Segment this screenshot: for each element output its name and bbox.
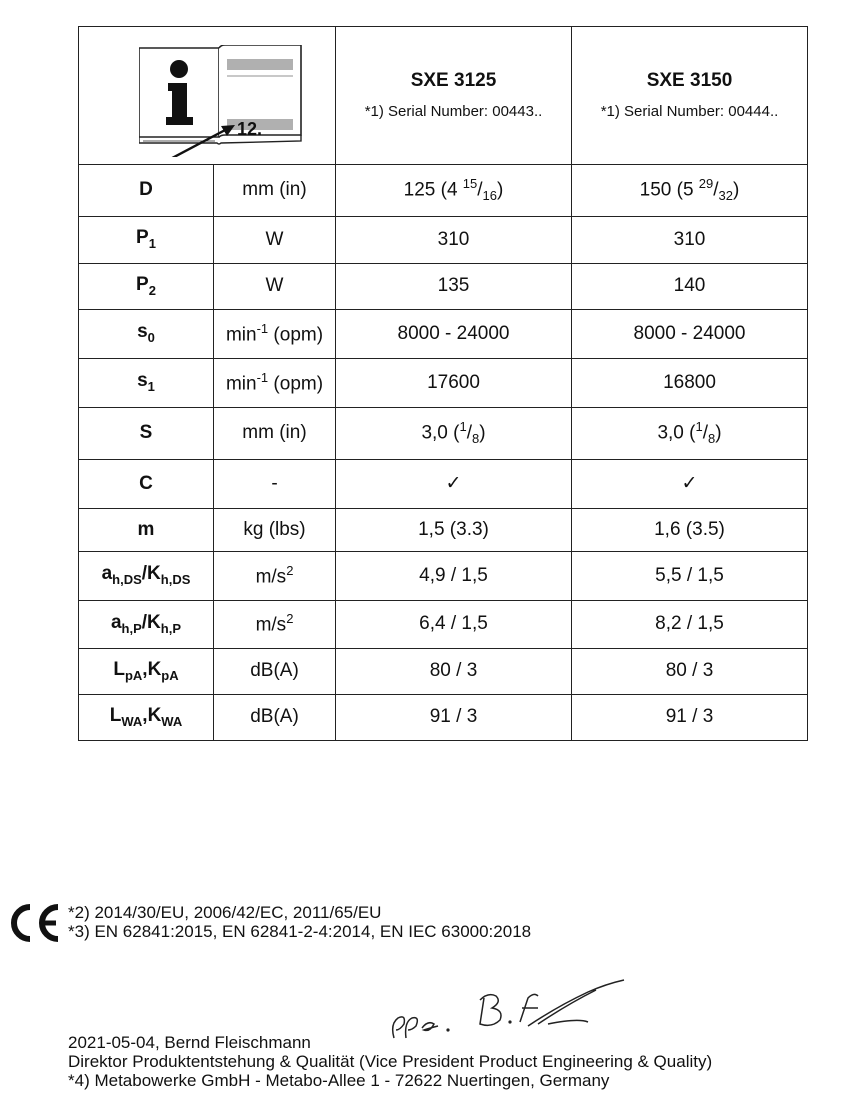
symbol-cell: $a_{h,P}/K_{h,P}$ bbox=[79, 601, 214, 649]
standards-line: *3) EN 62841:2015, EN 62841-2-4:2014, EN IEC 63000:2018 bbox=[68, 922, 532, 941]
unit-cell: mm (in) bbox=[214, 165, 336, 217]
signatory-block bbox=[68, 1033, 712, 1090]
unit-cell: - bbox=[214, 460, 336, 509]
signatory-title: Direktor Produktentstehung & Qualität (Vice President Product Engineering & Quality) bbox=[68, 1052, 713, 1071]
unit-cell: dB(A) bbox=[214, 695, 336, 741]
symbol-cell: $L_{pA},K_{pA}$ bbox=[79, 649, 214, 695]
symbol-cell: D bbox=[79, 165, 214, 217]
value-cell-b: 1,6 (3.5) bbox=[572, 509, 808, 552]
value-cell-a: 310 bbox=[336, 217, 572, 264]
symbol-cell: $L_{WA},K_{WA}$ bbox=[79, 695, 214, 741]
value-cell-a: 17600 bbox=[336, 359, 572, 408]
value-cell-a: 91 / 3 bbox=[336, 695, 572, 741]
value-cell-a: 125 (4 $^{15}/_{16}$) bbox=[336, 165, 572, 217]
table-row bbox=[79, 649, 808, 695]
serial-number-b: *1) Serial Number: 00444.. bbox=[600, 102, 779, 120]
table-row bbox=[79, 601, 808, 649]
unit-cell: W bbox=[214, 217, 336, 264]
book-page-label: 12. bbox=[237, 119, 263, 139]
table-row bbox=[79, 552, 808, 601]
table-row bbox=[79, 359, 808, 408]
ce-mark-icon bbox=[6, 903, 62, 943]
symbol-cell: S bbox=[79, 408, 214, 460]
value-cell-b: 16800 bbox=[572, 359, 808, 408]
value-cell-a: 80 / 3 bbox=[336, 649, 572, 695]
value-cell-a: 1,5 (3.3) bbox=[336, 509, 572, 552]
table-row bbox=[79, 460, 808, 509]
table-row bbox=[79, 408, 808, 460]
value-cell-b: 80 / 3 bbox=[572, 649, 808, 695]
header-row bbox=[79, 27, 808, 165]
date-and-signatory: 2021-05-04, Bernd Fleischmann bbox=[68, 1033, 311, 1052]
symbol-cell: $s_1$ bbox=[79, 359, 214, 408]
symbol-cell: $P_1$ bbox=[79, 217, 214, 264]
table-row bbox=[79, 165, 808, 217]
open-book-info-icon bbox=[139, 45, 309, 157]
value-cell-b: 310 bbox=[572, 217, 808, 264]
model-header-a bbox=[336, 27, 572, 165]
checkmark-icon: ✓ bbox=[336, 460, 572, 509]
manual-reference-cell bbox=[79, 27, 336, 165]
unit-cell: kg (lbs) bbox=[214, 509, 336, 552]
table-row bbox=[79, 509, 808, 552]
model-name-a: SXE 3125 bbox=[410, 69, 497, 91]
directives-line: *2) 2014/30/EU, 2006/42/EC, 2011/65/EU bbox=[68, 903, 382, 922]
symbol-cell: $a_{h,DS}/K_{h,DS}$ bbox=[79, 552, 214, 601]
spec-table bbox=[78, 26, 808, 741]
model-header-b bbox=[572, 27, 808, 165]
value-cell-b: 8,2 / 1,5 bbox=[572, 601, 808, 649]
table-row bbox=[79, 310, 808, 359]
unit-cell: $\min^{-1} (opm)$ bbox=[214, 310, 336, 359]
value-cell-a: 4,9 / 1,5 bbox=[336, 552, 572, 601]
value-cell-b: 5,5 / 1,5 bbox=[572, 552, 808, 601]
value-cell-b: 150 (5 $^{29}/_{32}$) bbox=[572, 165, 808, 217]
value-cell-a: 8000 - 24000 bbox=[336, 310, 572, 359]
unit-cell: $m/s^2$ bbox=[214, 552, 336, 601]
value-cell-b: 140 bbox=[572, 264, 808, 310]
value-cell-a: 3,0 $(^1/_8)$ bbox=[336, 408, 572, 460]
company-address: *4) Metabowerke GmbH - Metabo-Allee 1 - 72622 Nuertingen, Germany bbox=[68, 1071, 610, 1090]
serial-number-a: *1) Serial Number: 00443.. bbox=[364, 102, 543, 120]
model-name-b: SXE 3150 bbox=[646, 69, 733, 91]
table-row bbox=[79, 217, 808, 264]
value-cell-a: 6,4 / 1,5 bbox=[336, 601, 572, 649]
symbol-cell: $s_0$ bbox=[79, 310, 214, 359]
table-row bbox=[79, 695, 808, 741]
table-row bbox=[79, 264, 808, 310]
value-cell-b: 8000 - 24000 bbox=[572, 310, 808, 359]
value-cell-b: 91 / 3 bbox=[572, 695, 808, 741]
unit-cell: $\min^{-1} (opm)$ bbox=[214, 359, 336, 408]
unit-cell: W bbox=[214, 264, 336, 310]
checkmark-icon: ✓ bbox=[572, 460, 808, 509]
unit-cell: dB(A) bbox=[214, 649, 336, 695]
symbol-cell: m bbox=[79, 509, 214, 552]
value-cell-b: 3,0 $(^1/_8)$ bbox=[572, 408, 808, 460]
unit-cell: $m/s^2$ bbox=[214, 601, 336, 649]
symbol-cell: $P_2$ bbox=[79, 264, 214, 310]
value-cell-a: 135 bbox=[336, 264, 572, 310]
unit-cell: mm (in) bbox=[214, 408, 336, 460]
symbol-cell: C bbox=[79, 460, 214, 509]
